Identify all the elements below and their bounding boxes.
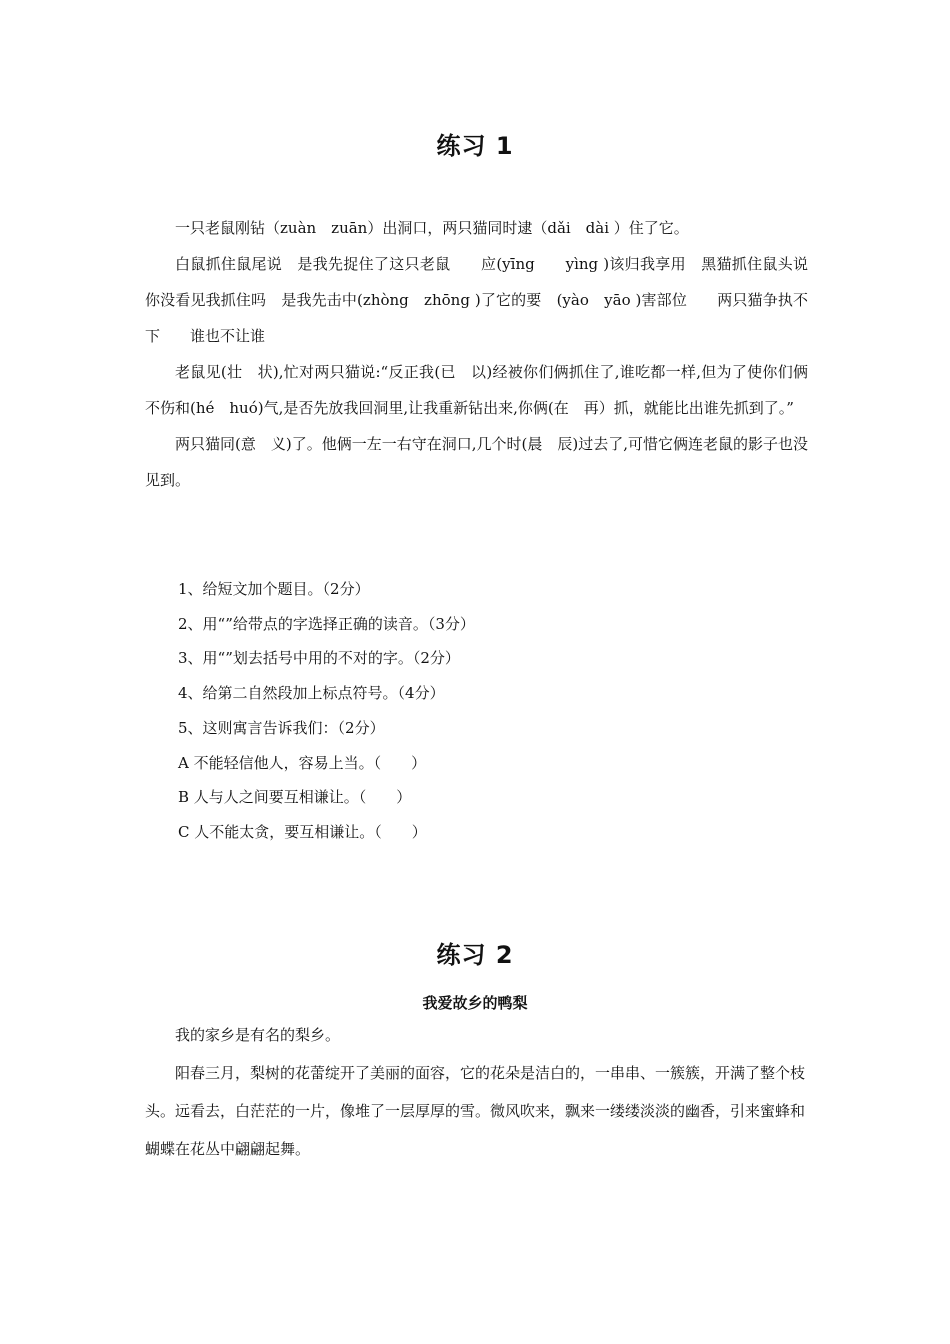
- question-item: 3、用“”划去括号中用的不对的字。（2分）: [178, 649, 460, 668]
- exercise-1-title: 练习 1: [436, 132, 514, 160]
- passage-paragraph: 一只老鼠刚钻（zuàn zuān）出洞口，两只猫同时逮（dǎi dài ）住了它。: [175, 219, 689, 237]
- question-item: 5、这则寓言告诉我们：（2分）: [178, 718, 385, 737]
- passage-paragraph: 两只猫同(意 义)了。他俩一左一右守在洞口,几个时(晨 辰)过去了,可惜它俩连老鼠的影子也没见到。: [145, 435, 808, 489]
- exercise-2-passage: [145, 1016, 808, 1168]
- passage-paragraph: 白鼠抓住鼠尾说 是我先捉住了这只老鼠 应(yīng yìng )该归我享用 黑猫抓住鼠头说 你没看见我抓住吗 是我先击中(zhòng zhōng )了它的要 (yào yāo )害部位 两只猫争执不下 谁也不让谁: [145, 255, 824, 345]
- passage-paragraph: 我的家乡是有名的梨乡。: [175, 1026, 341, 1044]
- exercise-1-passage: [145, 210, 824, 498]
- answer-option: B 人与人之间要互相谦让。（ ）: [178, 788, 412, 807]
- exercise-1-questions: [178, 572, 808, 850]
- question-item: 4、给第二自然段加上标点符号。（4分）: [178, 684, 445, 703]
- answer-option: A 不能轻信他人，容易上当。（ ）: [178, 753, 427, 772]
- answer-option: C 人不能太贪，要互相谦让。（ ）: [178, 822, 427, 841]
- exercise-2-subtitle: 我爱故乡的鸭梨: [422, 994, 528, 1012]
- passage-paragraph: 老鼠见(壮 状),忙对两只猫说:“反正我(已 以)经被你们俩抓住了,谁吃都一样,但为了使你们俩不伤和(hé huó)气,是否先放我回洞里,让我重新钻出来,你俩(在 再）抓，就能比出谁先抓到了。”: [145, 363, 808, 417]
- passage-paragraph: 阳春三月，梨树的花蕾绽开了美丽的面容，它的花朵是洁白的，一串串、一簇簇，开满了整个枝头。远看去，白茫茫的一片，像堆了一层厚厚的雪。微风吹来，飘来一缕缕淡淡的幽香，引来蜜蜂和蝴蝶在花丛中翩翩起舞。: [145, 1064, 806, 1158]
- question-item: 1、给短文加个题目。（2分）: [178, 580, 370, 598]
- exercise-2-title: 练习 2: [436, 941, 514, 969]
- question-item: 2、用“”给带点的字选择正确的读音。（3分）: [178, 614, 475, 633]
